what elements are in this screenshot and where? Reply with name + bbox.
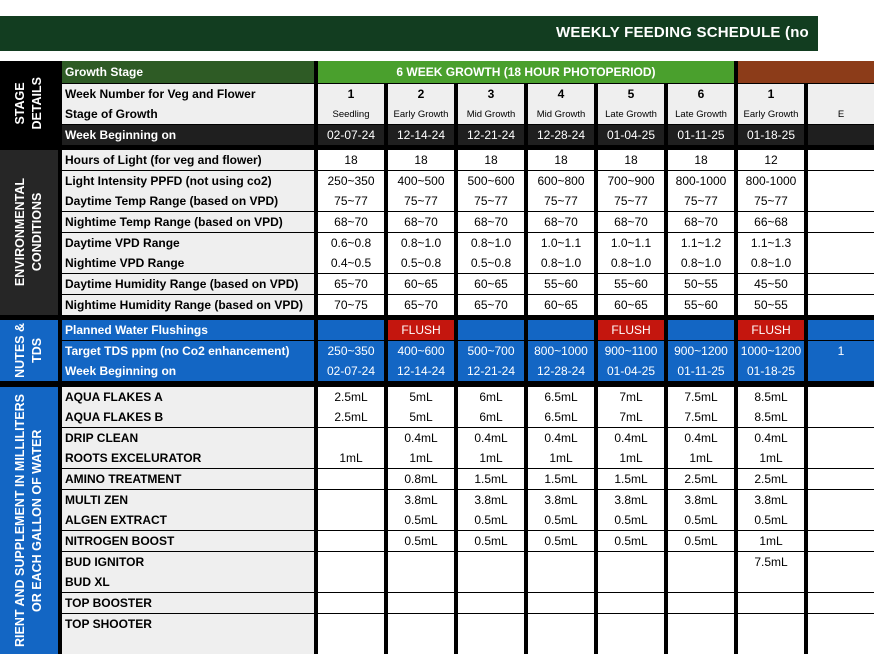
nutrient-value-cell	[668, 614, 734, 634]
env-value-cell: 68~70	[318, 212, 384, 232]
section-nutes-tds	[0, 320, 58, 381]
nutes-value-cell: 900~1200	[668, 341, 734, 361]
env-value-cell: 60~65	[528, 295, 594, 315]
env-value-cell	[808, 295, 874, 315]
section-nutrients	[0, 387, 58, 654]
nutrient-value-cell: 0.4mL	[458, 428, 524, 448]
env-value-cell	[808, 191, 874, 211]
stage-cell: Early Growth	[388, 104, 454, 124]
section-stage-details-label: STAGE DETAILS	[13, 76, 44, 130]
section-nutrients-label: RIENT AND SUPPLEMENT IN MILLILITERS OR EACH GALLON OF WATER	[13, 393, 44, 647]
env-value-cell: 66~68	[738, 212, 804, 232]
nutrient-value-cell	[388, 593, 454, 613]
env-value-cell: 0.4~0.5	[318, 253, 384, 273]
env-value-cell	[808, 253, 874, 273]
nutrient-value-cell	[458, 634, 524, 654]
nutrient-value-cell	[318, 469, 384, 489]
nutrient-row-label: AMINO TREATMENT	[62, 469, 314, 489]
nutrient-value-cell	[318, 531, 384, 551]
nutrient-value-cell: 0.4mL	[598, 428, 664, 448]
stage-cell: Early Growth	[738, 104, 804, 124]
nutrient-value-cell	[808, 510, 874, 530]
nutrient-value-cell: 1mL	[738, 448, 804, 468]
env-value-cell: 18	[668, 150, 734, 170]
nutrient-value-cell: 2.5mL	[318, 387, 384, 407]
nutrient-row-label: TOP BOOSTER	[62, 593, 314, 613]
nutrient-value-cell	[808, 387, 874, 407]
sheet-title: WEEKLY FEEDING SCHEDULE (no	[556, 24, 809, 41]
nutrient-value-cell: 7.5mL	[668, 407, 734, 427]
env-value-cell: 1.1~1.3	[738, 233, 804, 253]
nutrient-row-label: AQUA FLAKES A	[62, 387, 314, 407]
env-value-cell: 68~70	[528, 212, 594, 232]
nutrient-value-cell: 7.5mL	[738, 552, 804, 572]
nutrient-value-cell	[318, 593, 384, 613]
nutrient-row-label: NITROGEN BOOST	[62, 531, 314, 551]
stage-cell: Mid Growth	[458, 104, 524, 124]
nutrient-value-cell: 6.5mL	[528, 407, 594, 427]
week-beginning-label: Week Beginning on	[62, 125, 314, 145]
env-row-label: Daytime Temp Range (based on VPD)	[62, 191, 314, 211]
env-value-cell: 1.1~1.2	[668, 233, 734, 253]
nutrient-value-cell: 0.5mL	[738, 510, 804, 530]
nutes-value-cell: 12-21-24	[458, 361, 524, 381]
nutrient-value-cell: 8.5mL	[738, 387, 804, 407]
env-value-cell: 12	[738, 150, 804, 170]
section-environmental-label: ENVIRONMENTAL CONDITIONS	[13, 178, 44, 287]
env-value-cell: 0.8~1.0	[738, 253, 804, 273]
nutes-value-cell: 800~1000	[528, 341, 594, 361]
env-value-cell: 68~70	[598, 212, 664, 232]
nutrient-value-cell	[668, 572, 734, 592]
nutrient-value-cell: 0.5mL	[458, 531, 524, 551]
nutrient-value-cell: 2.5mL	[668, 469, 734, 489]
nutes-row-label: Planned Water Flushings	[62, 320, 314, 340]
nutrient-value-cell: 1.5mL	[528, 469, 594, 489]
nutrient-value-cell: 0.5mL	[388, 510, 454, 530]
nutrient-value-cell: 3.8mL	[528, 490, 594, 510]
nutrient-value-cell: 0.5mL	[668, 510, 734, 530]
env-value-cell: 75~77	[528, 191, 594, 211]
env-value-cell: 60~65	[598, 295, 664, 315]
nutrient-value-cell: 3.8mL	[458, 490, 524, 510]
week-number-label: Week Number for Veg and Flower	[62, 84, 314, 104]
nutrient-value-cell	[738, 572, 804, 592]
nutes-value-cell: 400~600	[388, 341, 454, 361]
env-value-cell: 75~77	[388, 191, 454, 211]
title-bar	[0, 16, 818, 51]
env-value-cell	[808, 274, 874, 294]
nutrient-value-cell: 3.8mL	[598, 490, 664, 510]
week-number-cell: 5	[598, 84, 664, 104]
week-number-cell	[808, 84, 874, 104]
nutrient-row-label: AQUA FLAKES B	[62, 407, 314, 427]
nutrient-value-cell: 3.8mL	[388, 490, 454, 510]
nutes-value-cell: 1000~1200	[738, 341, 804, 361]
env-value-cell	[808, 150, 874, 170]
flush-cell	[318, 320, 384, 340]
nutes-value-cell: 1	[808, 341, 874, 361]
nutrient-value-cell	[668, 593, 734, 613]
nutrient-value-cell: 2.5mL	[318, 407, 384, 427]
nutrient-value-cell: 2.5mL	[738, 469, 804, 489]
nutrient-value-cell	[458, 614, 524, 634]
env-value-cell: 0.8~1.0	[668, 253, 734, 273]
env-value-cell: 800-1000	[668, 171, 734, 191]
env-value-cell: 75~77	[458, 191, 524, 211]
nutrient-value-cell: 0.8mL	[388, 469, 454, 489]
nutes-value-cell: 01-04-25	[598, 361, 664, 381]
nutrient-value-cell	[668, 634, 734, 654]
nutrient-row-label: BUD IGNITOR	[62, 552, 314, 572]
week-number-cell: 6	[668, 84, 734, 104]
nutrient-value-cell	[458, 593, 524, 613]
nutrient-row-label: ALGEN EXTRACT	[62, 510, 314, 530]
nutrient-value-cell	[738, 614, 804, 634]
nutrient-value-cell: 1mL	[738, 531, 804, 551]
nutes-row-label: Target TDS ppm (no Co2 enhancement)	[62, 341, 314, 361]
section-nutes-tds-label: NUTES & TDS	[13, 323, 44, 379]
env-value-cell: 65~70	[458, 295, 524, 315]
env-value-cell: 18	[458, 150, 524, 170]
env-value-cell: 18	[318, 150, 384, 170]
env-value-cell: 75~77	[738, 191, 804, 211]
nutrient-value-cell	[528, 614, 594, 634]
nutrient-value-cell	[808, 634, 874, 654]
nutrient-value-cell: 3.8mL	[738, 490, 804, 510]
nutrient-value-cell: 0.4mL	[388, 428, 454, 448]
nutrient-value-cell: 0.5mL	[528, 510, 594, 530]
nutrient-value-cell	[808, 531, 874, 551]
nutrient-value-cell: 1.5mL	[598, 469, 664, 489]
week-date-cell: 01-18-25	[738, 125, 804, 145]
nutrient-value-cell	[318, 510, 384, 530]
env-value-cell: 68~70	[388, 212, 454, 232]
nutrient-value-cell	[808, 428, 874, 448]
env-value-cell: 60~65	[458, 274, 524, 294]
nutrient-value-cell	[318, 490, 384, 510]
nutrient-value-cell: 0.4mL	[668, 428, 734, 448]
week-number-cell: 1	[738, 84, 804, 104]
nutrient-row-label: ROOTS EXCELURATOR	[62, 448, 314, 468]
nutrient-value-cell	[808, 407, 874, 427]
week-number-cell: 1	[318, 84, 384, 104]
week-date-cell: 12-21-24	[458, 125, 524, 145]
stage-cell: Late Growth	[668, 104, 734, 124]
env-row-label: Nightime Humidity Range (based on VPD)	[62, 295, 314, 315]
nutrient-value-cell: 1mL	[668, 448, 734, 468]
env-value-cell: 0.8~1.0	[388, 233, 454, 253]
week-number-cell: 2	[388, 84, 454, 104]
nutes-value-cell: 01-18-25	[738, 361, 804, 381]
flush-cell: FLUSH	[388, 320, 454, 340]
nutrient-row-label: BUD XL	[62, 572, 314, 592]
env-value-cell: 55~60	[668, 295, 734, 315]
nutes-value-cell: 02-07-24	[318, 361, 384, 381]
flush-cell	[458, 320, 524, 340]
env-value-cell: 60~65	[388, 274, 454, 294]
nutrient-value-cell: 7mL	[598, 387, 664, 407]
nutrient-value-cell: 5mL	[388, 407, 454, 427]
nutrient-value-cell	[808, 572, 874, 592]
env-value-cell: 400~500	[388, 171, 454, 191]
env-value-cell: 75~77	[668, 191, 734, 211]
env-row-label: Hours of Light (for veg and flower)	[62, 150, 314, 170]
week-date-cell: 12-14-24	[388, 125, 454, 145]
env-value-cell: 55~60	[528, 274, 594, 294]
env-value-cell: 600~800	[528, 171, 594, 191]
nutrient-value-cell	[738, 634, 804, 654]
stage-cell: Seedling	[318, 104, 384, 124]
nutrient-value-cell	[458, 552, 524, 572]
nutrient-value-cell	[808, 490, 874, 510]
env-value-cell: 0.8~1.0	[598, 253, 664, 273]
stage-cell: E	[808, 104, 874, 124]
env-value-cell: 65~70	[388, 295, 454, 315]
nutrient-value-cell	[528, 552, 594, 572]
nutrient-value-cell: 7mL	[598, 407, 664, 427]
env-value-cell	[808, 171, 874, 191]
env-value-cell: 70~75	[318, 295, 384, 315]
env-value-cell: 55~60	[598, 274, 664, 294]
env-value-cell: 65~70	[318, 274, 384, 294]
env-value-cell: 250~350	[318, 171, 384, 191]
nutrient-value-cell	[318, 552, 384, 572]
nutrient-value-cell: 0.5mL	[668, 531, 734, 551]
nutes-row-label: Week Beginning on	[62, 361, 314, 381]
stage-cell: Late Growth	[598, 104, 664, 124]
env-row-label: Light Intensity PPFD (not using co2)	[62, 171, 314, 191]
nutrient-value-cell: 0.4mL	[528, 428, 594, 448]
nutes-value-cell: 900~1100	[598, 341, 664, 361]
nutrient-value-cell	[598, 634, 664, 654]
nutrient-value-cell	[808, 593, 874, 613]
nutrient-value-cell: 6mL	[458, 387, 524, 407]
env-row-label: Daytime VPD Range	[62, 233, 314, 253]
nutrient-value-cell	[318, 634, 384, 654]
stage-of-growth-label: Stage of Growth	[62, 104, 314, 124]
env-value-cell: 68~70	[458, 212, 524, 232]
nutes-value-cell: 250~350	[318, 341, 384, 361]
nutrient-value-cell	[388, 572, 454, 592]
section-environmental	[0, 150, 58, 314]
env-row-label: Daytime Humidity Range (based on VPD)	[62, 274, 314, 294]
nutrient-value-cell: 5mL	[388, 387, 454, 407]
week-date-cell	[808, 125, 874, 145]
nutrient-value-cell	[318, 614, 384, 634]
week-date-cell: 02-07-24	[318, 125, 384, 145]
nutrient-value-cell: 1mL	[528, 448, 594, 468]
flush-cell	[808, 320, 874, 340]
nutrient-value-cell	[738, 593, 804, 613]
nutrient-value-cell: 1mL	[458, 448, 524, 468]
env-value-cell: 18	[528, 150, 594, 170]
flush-cell: FLUSH	[598, 320, 664, 340]
nutrient-value-cell	[388, 552, 454, 572]
nutrient-value-cell: 1mL	[598, 448, 664, 468]
env-value-cell: 75~77	[318, 191, 384, 211]
nutrient-value-cell: 0.5mL	[458, 510, 524, 530]
nutrient-value-cell	[528, 634, 594, 654]
nutrient-value-cell: 1.5mL	[458, 469, 524, 489]
flush-cell: FLUSH	[738, 320, 804, 340]
env-value-cell	[808, 212, 874, 232]
growth-stage-label: Growth Stage	[62, 61, 314, 83]
env-value-cell	[808, 233, 874, 253]
env-value-cell: 0.5~0.8	[458, 253, 524, 273]
nutrient-value-cell	[598, 593, 664, 613]
veg-period-header: 6 WEEK GROWTH (18 HOUR PHOTOPERIOD)	[318, 61, 734, 83]
week-date-cell: 01-11-25	[668, 125, 734, 145]
env-value-cell: 1.0~1.1	[598, 233, 664, 253]
env-value-cell: 800-1000	[738, 171, 804, 191]
nutrient-value-cell	[808, 552, 874, 572]
nutes-value-cell	[808, 361, 874, 381]
env-value-cell: 700~900	[598, 171, 664, 191]
nutrient-value-cell: 0.5mL	[598, 510, 664, 530]
week-date-cell: 12-28-24	[528, 125, 594, 145]
section-stage-details	[0, 61, 58, 145]
env-value-cell: 50~55	[668, 274, 734, 294]
env-row-label: Nightime Temp Range (based on VPD)	[62, 212, 314, 232]
nutrient-value-cell	[528, 572, 594, 592]
nutrient-value-cell: 1mL	[318, 448, 384, 468]
nutrient-value-cell: 0.5mL	[528, 531, 594, 551]
nutrient-value-cell	[668, 552, 734, 572]
env-value-cell: 500~600	[458, 171, 524, 191]
nutes-value-cell: 500~700	[458, 341, 524, 361]
nutrient-value-cell: 0.5mL	[598, 531, 664, 551]
env-value-cell: 18	[598, 150, 664, 170]
nutrient-value-cell	[388, 634, 454, 654]
stage-cell: Mid Growth	[528, 104, 594, 124]
nutes-value-cell: 12-28-24	[528, 361, 594, 381]
nutrient-value-cell: 6.5mL	[528, 387, 594, 407]
nutrient-value-cell	[808, 469, 874, 489]
env-value-cell: 50~55	[738, 295, 804, 315]
nutrient-value-cell	[458, 572, 524, 592]
env-value-cell: 0.6~0.8	[318, 233, 384, 253]
nutrient-row-label: DRIP CLEAN	[62, 428, 314, 448]
nutrient-row-label: TOP SHOOTER	[62, 614, 314, 634]
nutrient-value-cell	[598, 552, 664, 572]
env-value-cell: 1.0~1.1	[528, 233, 594, 253]
nutes-value-cell: 12-14-24	[388, 361, 454, 381]
nutrient-value-cell	[318, 572, 384, 592]
nutrient-value-cell: 0.5mL	[388, 531, 454, 551]
nutrient-value-cell	[598, 572, 664, 592]
nutrient-value-cell: 3.8mL	[668, 490, 734, 510]
nutrient-value-cell: 0.4mL	[738, 428, 804, 448]
nutrient-value-cell	[388, 614, 454, 634]
week-number-cell: 4	[528, 84, 594, 104]
feeding-schedule-grid	[0, 61, 874, 654]
env-value-cell: 68~70	[668, 212, 734, 232]
env-value-cell: 0.8~1.0	[528, 253, 594, 273]
env-value-cell: 0.8~1.0	[458, 233, 524, 253]
env-value-cell: 0.5~0.8	[388, 253, 454, 273]
env-value-cell: 45~50	[738, 274, 804, 294]
week-number-cell: 3	[458, 84, 524, 104]
nutrient-value-cell: 1mL	[388, 448, 454, 468]
nutrient-value-cell	[808, 614, 874, 634]
nutrient-row-label	[62, 634, 314, 654]
nutrient-value-cell	[318, 428, 384, 448]
nutrient-value-cell: 6mL	[458, 407, 524, 427]
env-value-cell: 75~77	[598, 191, 664, 211]
flower-period-header	[738, 61, 874, 83]
nutrient-value-cell	[598, 614, 664, 634]
week-date-cell: 01-04-25	[598, 125, 664, 145]
env-value-cell: 18	[388, 150, 454, 170]
nutrient-value-cell	[808, 448, 874, 468]
nutrient-value-cell	[528, 593, 594, 613]
nutes-value-cell: 01-11-25	[668, 361, 734, 381]
flush-cell	[668, 320, 734, 340]
nutrient-value-cell: 8.5mL	[738, 407, 804, 427]
nutrient-value-cell: 7.5mL	[668, 387, 734, 407]
flush-cell	[528, 320, 594, 340]
env-row-label: Nightime VPD Range	[62, 253, 314, 273]
nutrient-row-label: MULTI ZEN	[62, 490, 314, 510]
